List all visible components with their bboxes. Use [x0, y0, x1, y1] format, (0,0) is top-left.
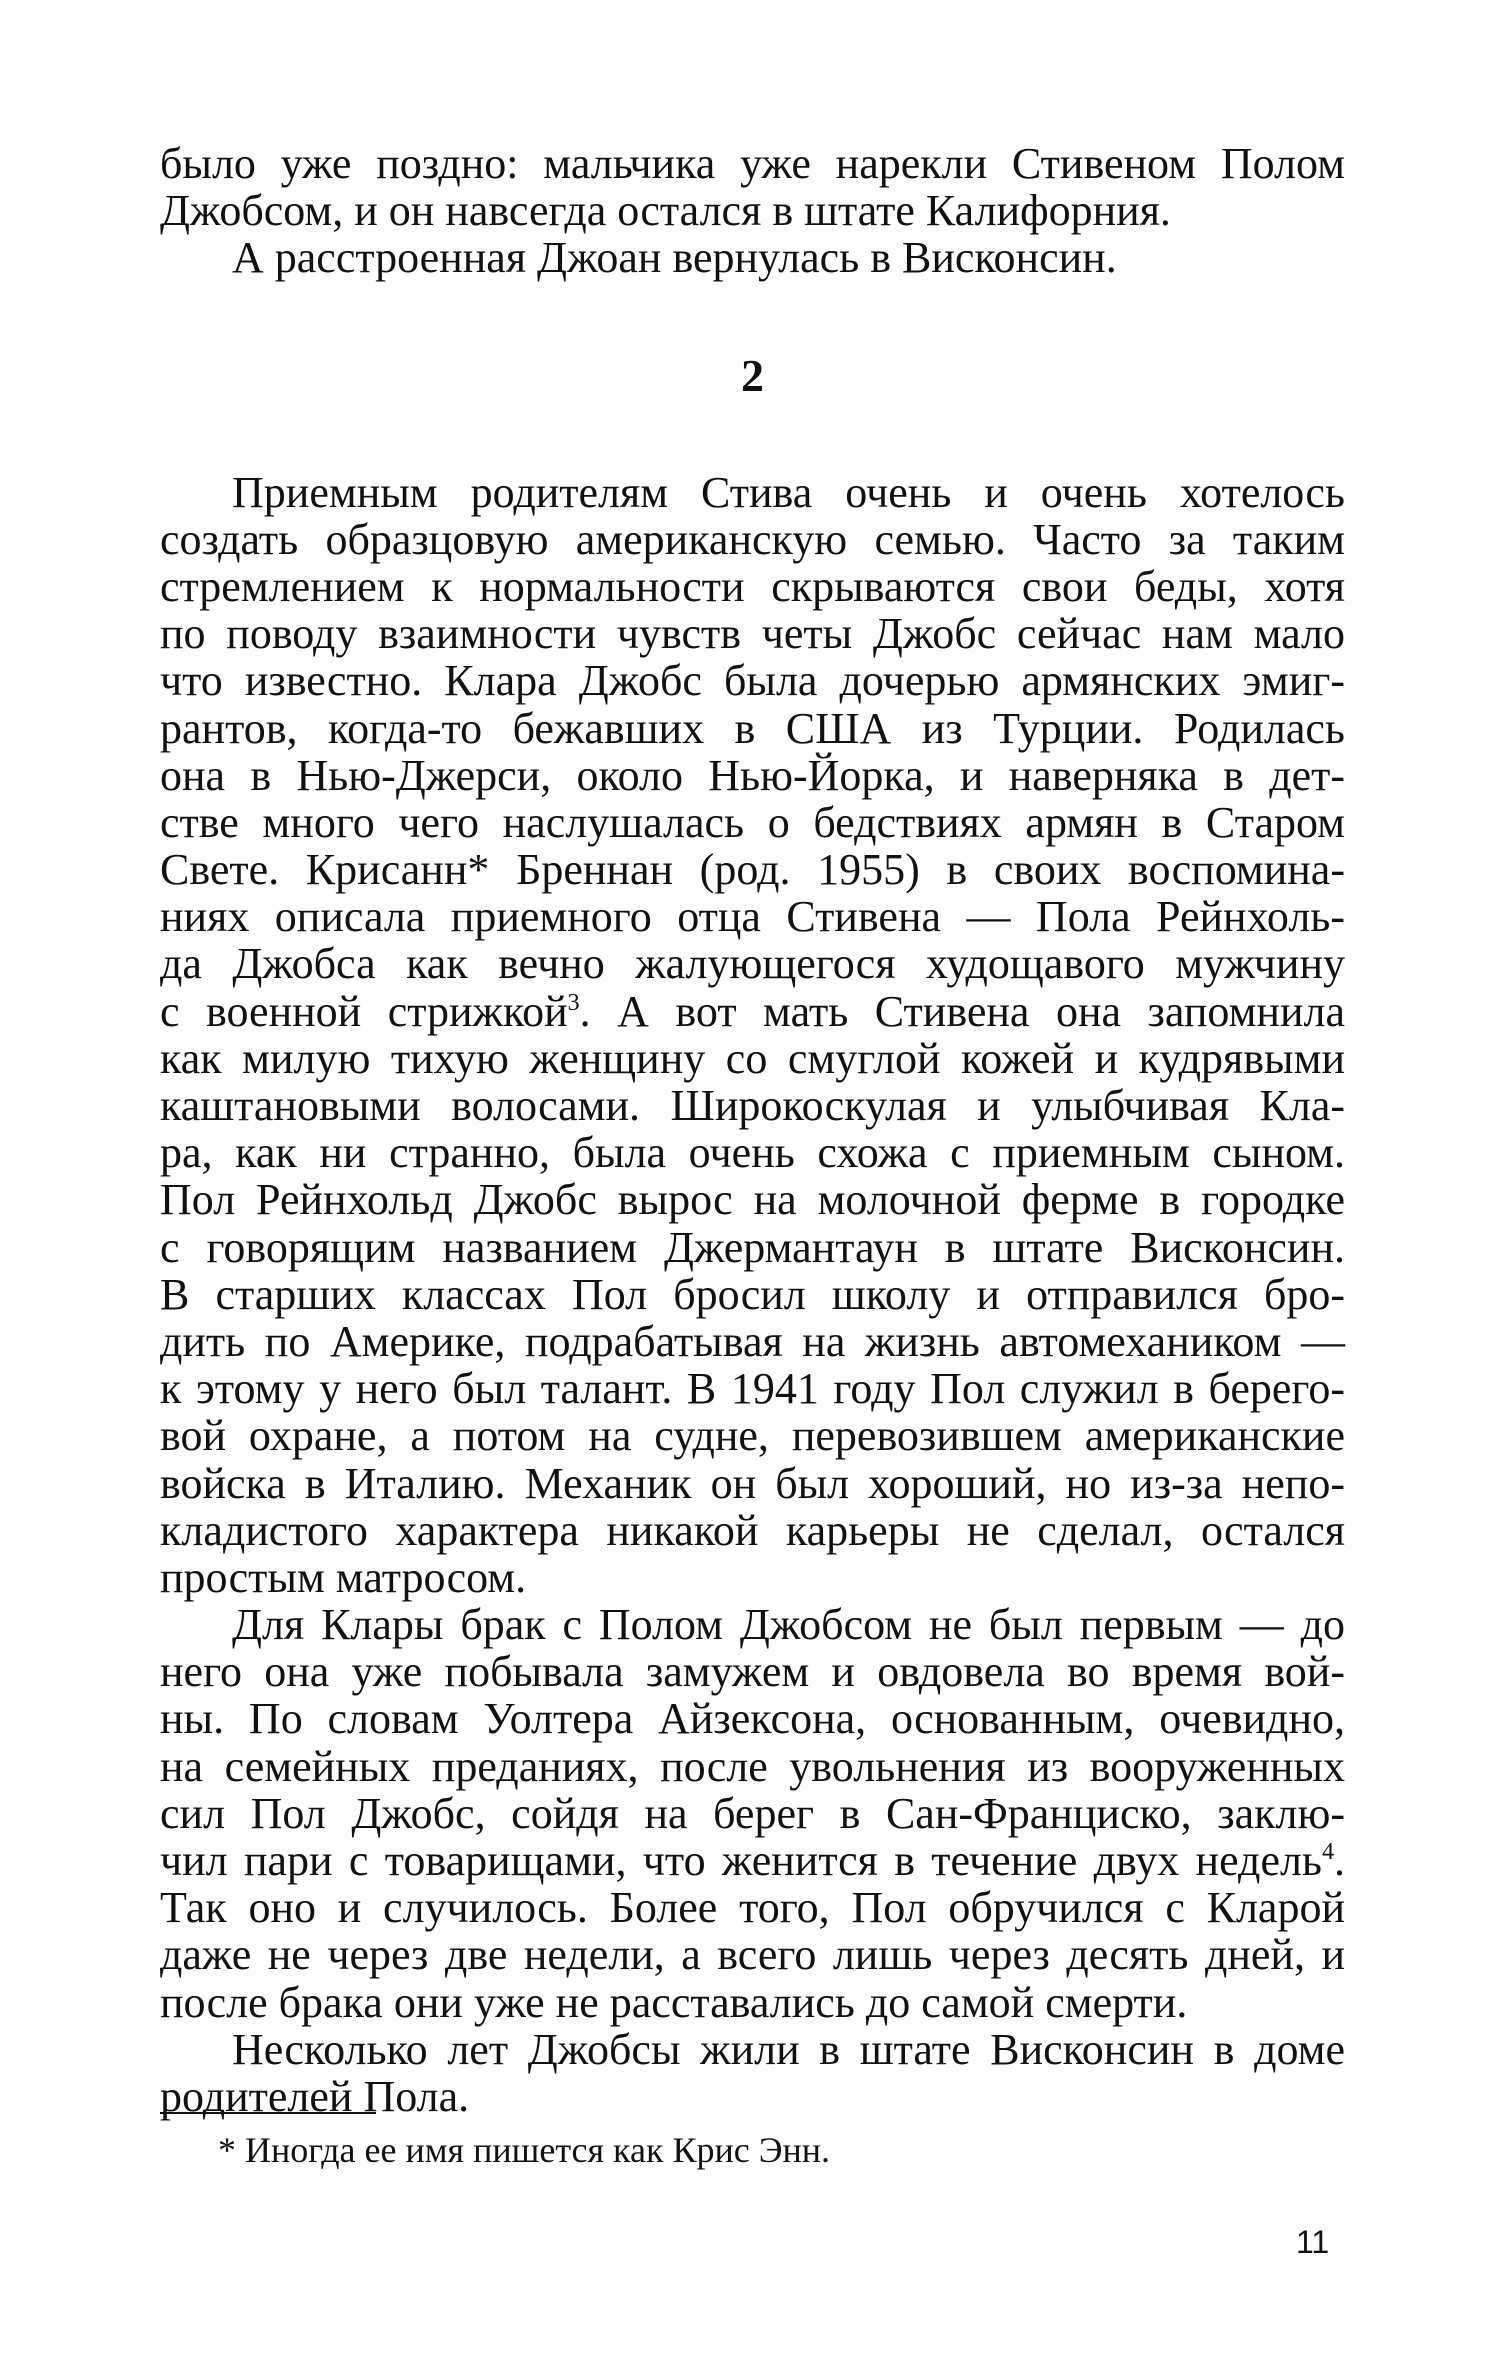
line-start: Свете. Крисанн	[160, 845, 468, 895]
text-line: как милую тихую женщину со смуглой кожей и кудрявыми	[160, 1033, 1345, 1083]
text-line: стве много чего наслушалась о бедствиях армян в Старом	[160, 797, 1345, 847]
line-end: .	[1334, 1836, 1345, 1885]
chapter-number: 2	[741, 349, 764, 401]
text-line	[160, 988, 1345, 1035]
footnote-marker[interactable]: *	[467, 845, 490, 895]
text-line: к этому у него был талант. В 1941 году Пол служил в берего-	[160, 1364, 1345, 1414]
text-line: что известно. Клара Джобс была дочерью армянских эмиг-	[160, 656, 1345, 706]
text-line: Для Клары брак с Полом Джобсом не был первым — до	[232, 1600, 1345, 1650]
text-line: Джобсом, и он навсегда остался в штате Калифорния.	[160, 186, 1171, 236]
text-line: она в Нью-Джерси, около Нью-Йорка, и наверняка в дет-	[160, 750, 1345, 800]
text-line: А расстроенная Джоан вернулась в Висконсин.	[232, 233, 1117, 283]
text-line: сил Пол Джобс, сойдя на берег в Сан-Франциско, заклю-	[160, 1788, 1345, 1838]
footnote-divider	[160, 2112, 376, 2114]
paragraph-adoptive-parents	[160, 469, 1345, 1602]
text-line: родителей Пола.	[160, 2071, 470, 2121]
text-line: на семейных преданиях, после увольнения из вооруженных	[160, 1741, 1345, 1791]
page-number: 11	[1296, 2224, 1330, 2260]
text-line: Так оно и случилось. Более того, Пол обручился с Кларой	[160, 1883, 1345, 1933]
text-line	[160, 1837, 1345, 1884]
text-line: него она уже побывала замужем и овдовела во время вой-	[160, 1647, 1345, 1697]
line-end: . А вот мать Стивена она запомнила	[579, 986, 1345, 1036]
text-line	[160, 846, 1345, 893]
paragraph-marriage	[160, 1601, 1345, 2026]
line-start: с военной стрижкой	[160, 986, 568, 1036]
footnote	[218, 2128, 830, 2172]
text-line: стремлением к нормальности скрываются свои беды, хотя	[160, 561, 1345, 611]
text-line: да Джобса как вечно жалующегося худощавого мужчину	[160, 939, 1345, 989]
text-line: с говорящим названием Джермантаун в штате Висконсин.	[160, 1222, 1345, 1272]
paragraph-wisconsin	[160, 2026, 1345, 2120]
text-line: было уже поздно: мальчика уже нарекли Стивеном Полом	[160, 139, 1345, 188]
footnote-marker: *	[218, 2130, 236, 2170]
text-line: после брака они уже не расставались до самой смерти.	[160, 1977, 1188, 2027]
line-start: чил пари с товарищами, что женится в течение двух недель	[160, 1836, 1322, 1885]
text-line: Пол Рейнхольд Джобс вырос на молочной ферме в городке	[160, 1175, 1345, 1225]
text-line: ны. По словам Уолтера Айзексона, основанным, очевидно,	[160, 1694, 1345, 1744]
opening-paragraph	[160, 140, 1345, 234]
text-line: кладистого характера никакой карьеры не сделал, остался	[160, 1505, 1345, 1555]
text-line: вой охране, а потом на судне, перевозившем американские	[160, 1411, 1345, 1461]
endnote-reference-4[interactable]: 4	[1322, 1839, 1334, 1865]
text-line: ра, как ни странно, была очень схожа с приемным сыном.	[160, 1128, 1345, 1178]
text-line: создать образцовую американскую семью. Часто за таким	[160, 514, 1345, 564]
text-line: дить по Америке, подрабатывая на жизнь автомехаником —	[160, 1316, 1345, 1366]
endnote-reference-3[interactable]: 3	[567, 989, 580, 1016]
text-line: по поводу взаимности чувств четы Джобс сейчас нам мало	[160, 609, 1345, 659]
text-line: рантов, когда-то бежавших в США из Турции. Родилась	[160, 703, 1345, 753]
text-line: даже не через две недели, а всего лишь через десять дней, и	[160, 1930, 1345, 1980]
text-line: Приемным родителям Стива очень и очень хотелось	[232, 467, 1345, 517]
text-line: простым матросом.	[160, 1552, 527, 1602]
book-page	[160, 140, 1345, 2120]
text-line: ниях описала приемного отца Стивена — Пола Рейнхоль-	[160, 892, 1345, 942]
text-line: Несколько лет Джобсы жили в штате Висконсин в доме	[232, 2024, 1345, 2074]
text-line: войска в Италию. Механик он был хороший, но из-за непо-	[160, 1458, 1345, 1508]
footnote-text: Иногда ее имя пишется как Крис Энн.	[245, 2130, 830, 2170]
opening-second-paragraph	[160, 234, 1345, 281]
line-end: Бреннан (род. 1955) в своих воспомина-	[489, 845, 1345, 895]
text-line: В старших классах Пол бросил школу и отправился бро-	[160, 1269, 1345, 1319]
text-line: каштановыми волосами. Широкоскулая и улыбчивая Кла-	[160, 1081, 1345, 1130]
